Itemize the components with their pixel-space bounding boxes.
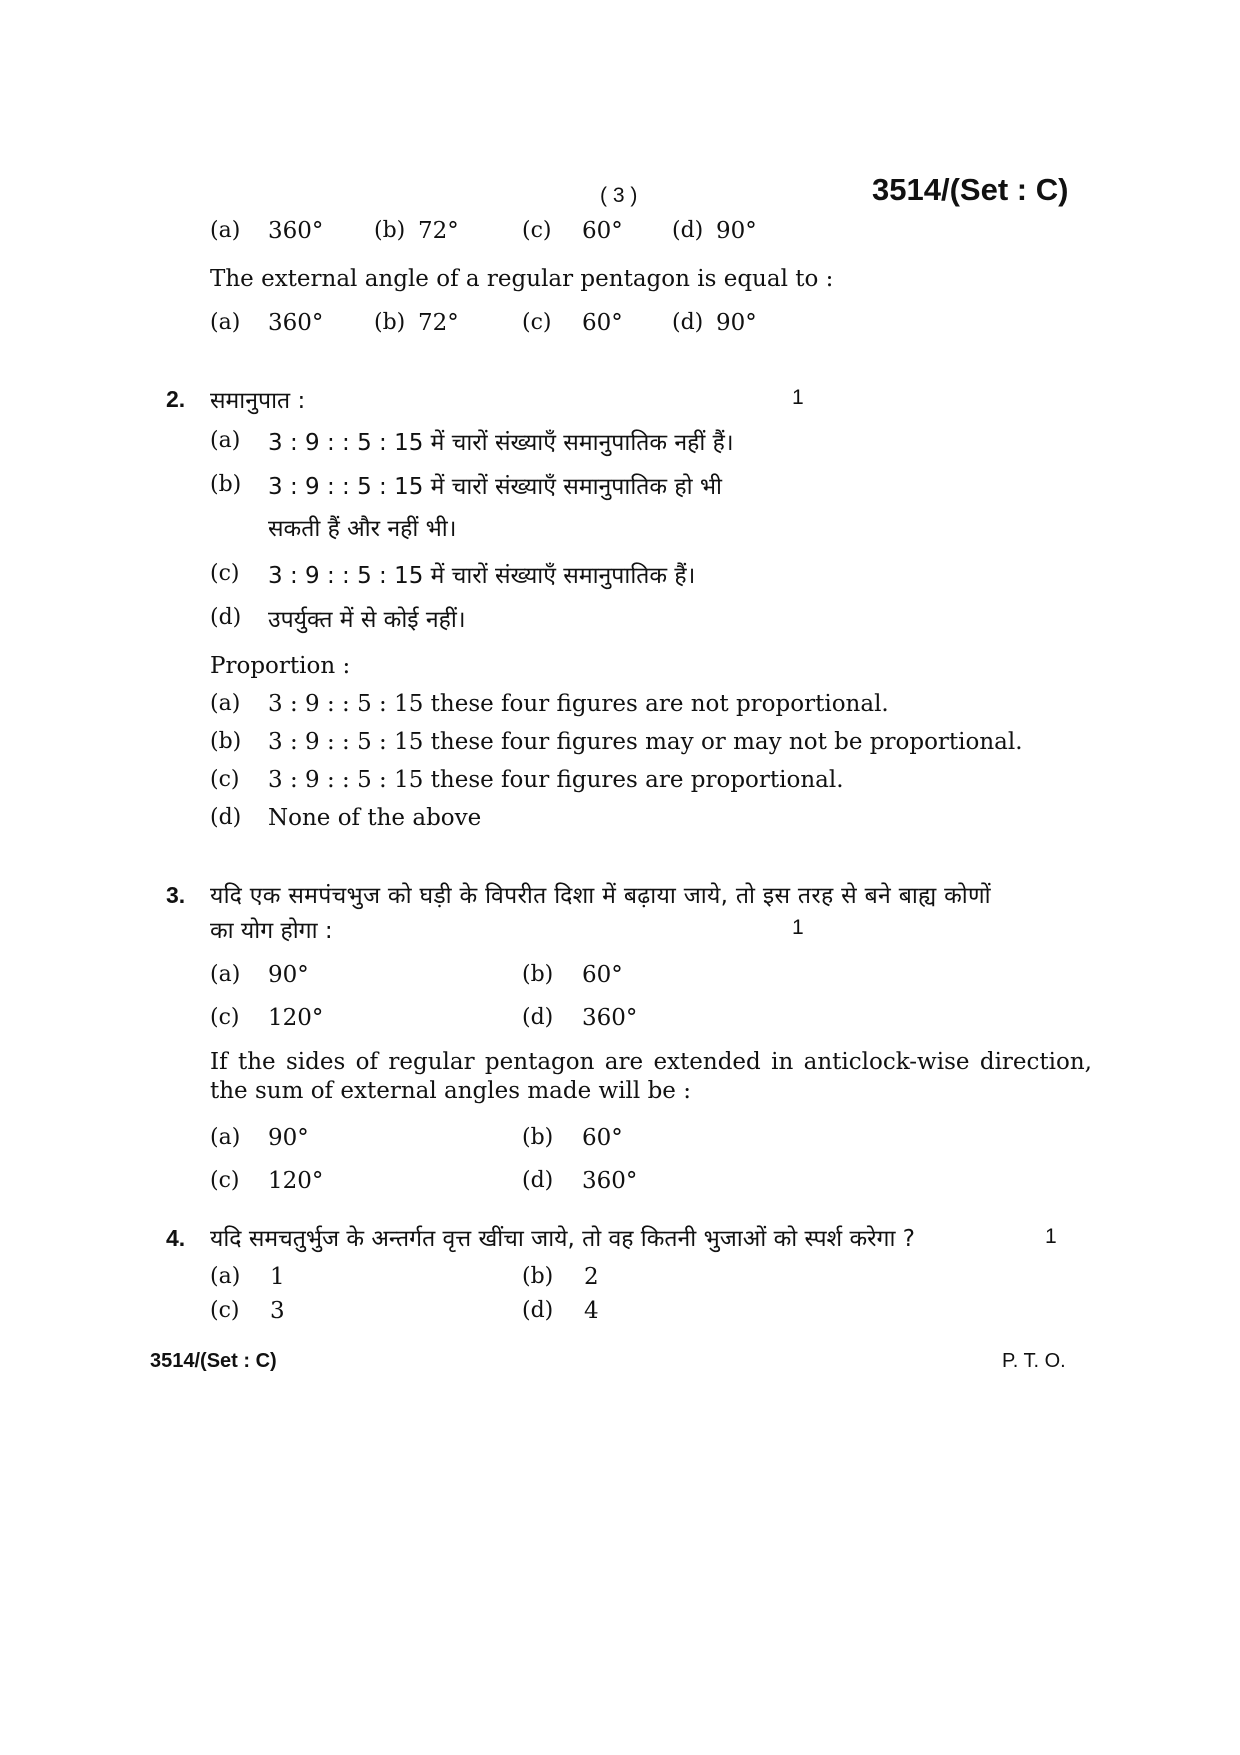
- option-text: 360°: [582, 1005, 638, 1031]
- q1-question-en: The external angle of a regular pentagon is equal to :: [210, 266, 834, 292]
- option-label: (a): [210, 1264, 241, 1289]
- option-label: (b): [210, 729, 242, 754]
- option-label: (a): [210, 428, 241, 453]
- q2-question-hi: समानुपात :: [210, 388, 306, 414]
- option-text: 60°: [582, 218, 623, 244]
- option-label: (d): [672, 218, 704, 243]
- option-label: (d): [672, 310, 704, 335]
- option-label: (a): [210, 962, 241, 987]
- option-text: 60°: [582, 1125, 623, 1151]
- pto-label: P. T. O.: [1002, 1350, 1066, 1372]
- option-text: 60°: [582, 962, 623, 988]
- option-label: (b): [210, 472, 242, 497]
- paper-code-footer: 3514/(Set : C): [150, 1350, 277, 1372]
- q3-question-en: If the sides of regular pentagon are extended in anticlock-wise direction, the sum of external angles made will be :: [210, 1049, 1092, 1104]
- option-label: (d): [522, 1168, 554, 1193]
- option-label: (a): [210, 1125, 241, 1150]
- paper-code-header: 3514/(Set : C): [872, 172, 1069, 207]
- option-label: (c): [522, 310, 552, 335]
- option-label: (d): [210, 805, 242, 830]
- option-text: उपर्युक्त में से कोई नहीं।: [268, 607, 466, 633]
- option-text: 90°: [716, 310, 757, 336]
- option-label: (b): [374, 218, 406, 243]
- option-text: 360°: [582, 1168, 638, 1194]
- option-text: 72°: [418, 310, 459, 336]
- option-text: 120°: [268, 1005, 324, 1031]
- option-label: (b): [374, 310, 406, 335]
- option-text: 3 : 9 : : 5 : 15 these four figures may or may not be proportional.: [268, 729, 1023, 755]
- marks: 1: [1045, 1225, 1057, 1248]
- option-label: (b): [522, 1125, 554, 1150]
- option-text: 1: [270, 1264, 285, 1290]
- option-label: (a): [210, 310, 241, 335]
- option-text: 3 : 9 : : 5 : 15 में चारों संख्याएँ समानुपातिक हो भी: [268, 474, 722, 500]
- option-label: (c): [210, 1298, 240, 1323]
- option-text: 90°: [716, 218, 757, 244]
- option-text: 360°: [268, 310, 324, 336]
- option-text: 3 : 9 : : 5 : 15 में चारों संख्याएँ समानुपातिक नहीं हैं।: [268, 430, 734, 456]
- option-text: 3: [270, 1298, 285, 1324]
- option-label: (c): [210, 1168, 240, 1193]
- question-number: 2.: [166, 386, 186, 412]
- option-text: 4: [584, 1298, 599, 1324]
- page-number: ( 3 ): [600, 184, 638, 207]
- option-label: (c): [210, 767, 240, 792]
- option-text: 3 : 9 : : 5 : 15 these four figures are not proportional.: [268, 691, 889, 717]
- option-text: 3 : 9 : : 5 : 15 these four figures are proportional.: [268, 767, 844, 793]
- option-text-continued: सकती हैं और नहीं भी।: [268, 516, 457, 542]
- option-text: 2: [584, 1264, 599, 1290]
- q3-question-hi: यदि एक समपंचभुज को घड़ी के विपरीत दिशा में बढ़ाया जाये, तो इस तरह से बने बाह्य कोणों: [210, 883, 991, 909]
- option-label: (d): [522, 1298, 554, 1323]
- option-text: 3 : 9 : : 5 : 15 में चारों संख्याएँ समानुपातिक हैं।: [268, 563, 696, 589]
- option-label: (a): [210, 218, 241, 243]
- option-text: 90°: [268, 1125, 309, 1151]
- option-label: (d): [210, 605, 242, 630]
- option-text: 120°: [268, 1168, 324, 1194]
- marks: 1: [792, 916, 804, 939]
- q2-question-en: Proportion :: [210, 653, 351, 679]
- option-label: (b): [522, 1264, 554, 1289]
- option-label: (a): [210, 691, 241, 716]
- option-text: 60°: [582, 310, 623, 336]
- option-label: (b): [522, 962, 554, 987]
- question-number: 3.: [166, 882, 186, 908]
- q4-question-hi: यदि समचतुर्भुज के अन्तर्गत वृत्त खींचा जाये, तो वह कितनी भुजाओं को स्पर्श करेगा ?: [210, 1226, 915, 1252]
- q3-question-hi-continued: का योग होगा :: [210, 918, 333, 944]
- option-label: (c): [522, 218, 552, 243]
- option-text: 90°: [268, 962, 309, 988]
- option-text: 72°: [418, 218, 459, 244]
- option-label: (c): [210, 1005, 240, 1030]
- option-label: (d): [522, 1005, 554, 1030]
- option-text: None of the above: [268, 805, 482, 831]
- marks: 1: [792, 386, 804, 409]
- option-text: 360°: [268, 218, 324, 244]
- option-label: (c): [210, 561, 240, 586]
- question-number: 4.: [166, 1225, 186, 1251]
